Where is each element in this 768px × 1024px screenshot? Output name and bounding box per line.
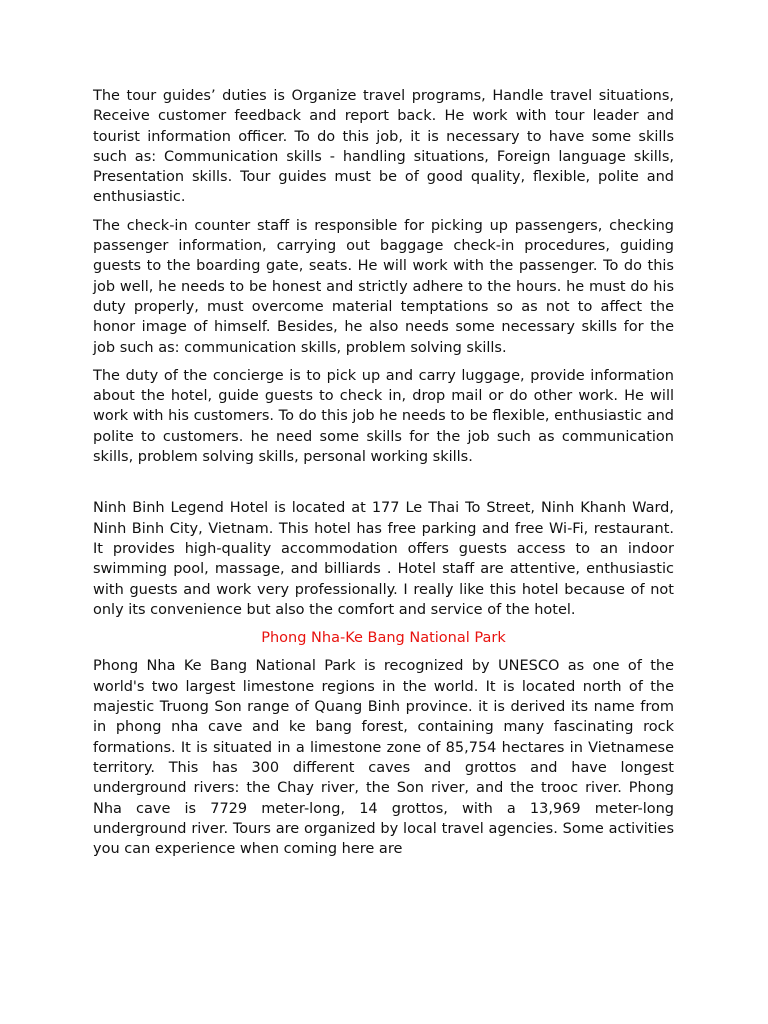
- paragraph-check-in-staff: The check-in counter staff is responsible for picking up passengers, checking passenger information, carrying out baggage check-in procedures, guiding guests to the boarding gate, seats. He will work with the passenger. To do this job well, he needs to be honest and strictly adhere to the hours. he must do his duty properly, must overcome material temptations so as not to affect the honor image of himself. Besides, he also needs some necessary skills for the job such as: communication skills, problem solving skills.: [93, 217, 674, 356]
- paragraph-hotel: Ninh Binh Legend Hotel is located at 177 Le Thai To Street, Ninh Khanh Ward, Ninh Binh City, Vietnam. This hotel has free parking and free Wi-Fi, restaurant. It provides high-quality accommodation offers guests access to an indoor swimming pool, massage, and billiards . Hotel staff are attentive, enthusiastic with guests and work very professionally. I really like this hotel because of not only its convenience but also the comfort and service of the hotel.: [93, 500, 674, 618]
- paragraph-concierge: The duty of the concierge is to pick up and carry luggage, provide information about the hotel, guide guests to check in, drop mail or do other work. He will work with his customers. To do this job he needs to be flexible, enthusiastic and polite to customers. he need some skills for the job such as communication skills, problem solving skills, personal working skills.: [93, 367, 674, 466]
- paragraph-national-park: Phong Nha Ke Bang National Park is recognized by UNESCO as one of the world's two largest limestone regions in the world. It is located north of the majestic Truong Son range of Quang Binh province. it is derived its name from in phong nha cave and ke bang forest, containing many fascinating rock formations. It is situated in a limestone zone of 85,754 hectares in Vietnamese territory. This has 300 different caves and grottos and have longest underground rivers: the Chay river, the Son river, and the trooc river. Phong Nha cave is 7729 meter-long, 14 grottos, with a 13,969 meter-long underground river. Tours are organized by local travel agencies. Some activities you can experience when coming here are: [93, 658, 674, 858]
- paragraph-tour-guides: The tour guides’ duties is Organize travel programs, Handle travel situations, Receive customer feedback and report back. He work with tour leader and tourist information officer. To do this job, it is necessary to have some skills such as: Communication skills - handling situations, Foreign language skills, Presentation skills. Tour guides must be of good quality, flexible, polite and enthusiastic.: [93, 88, 674, 206]
- document-body: [93, 86, 674, 859]
- section-heading: Phong Nha-Ke Bang National Park: [261, 630, 506, 647]
